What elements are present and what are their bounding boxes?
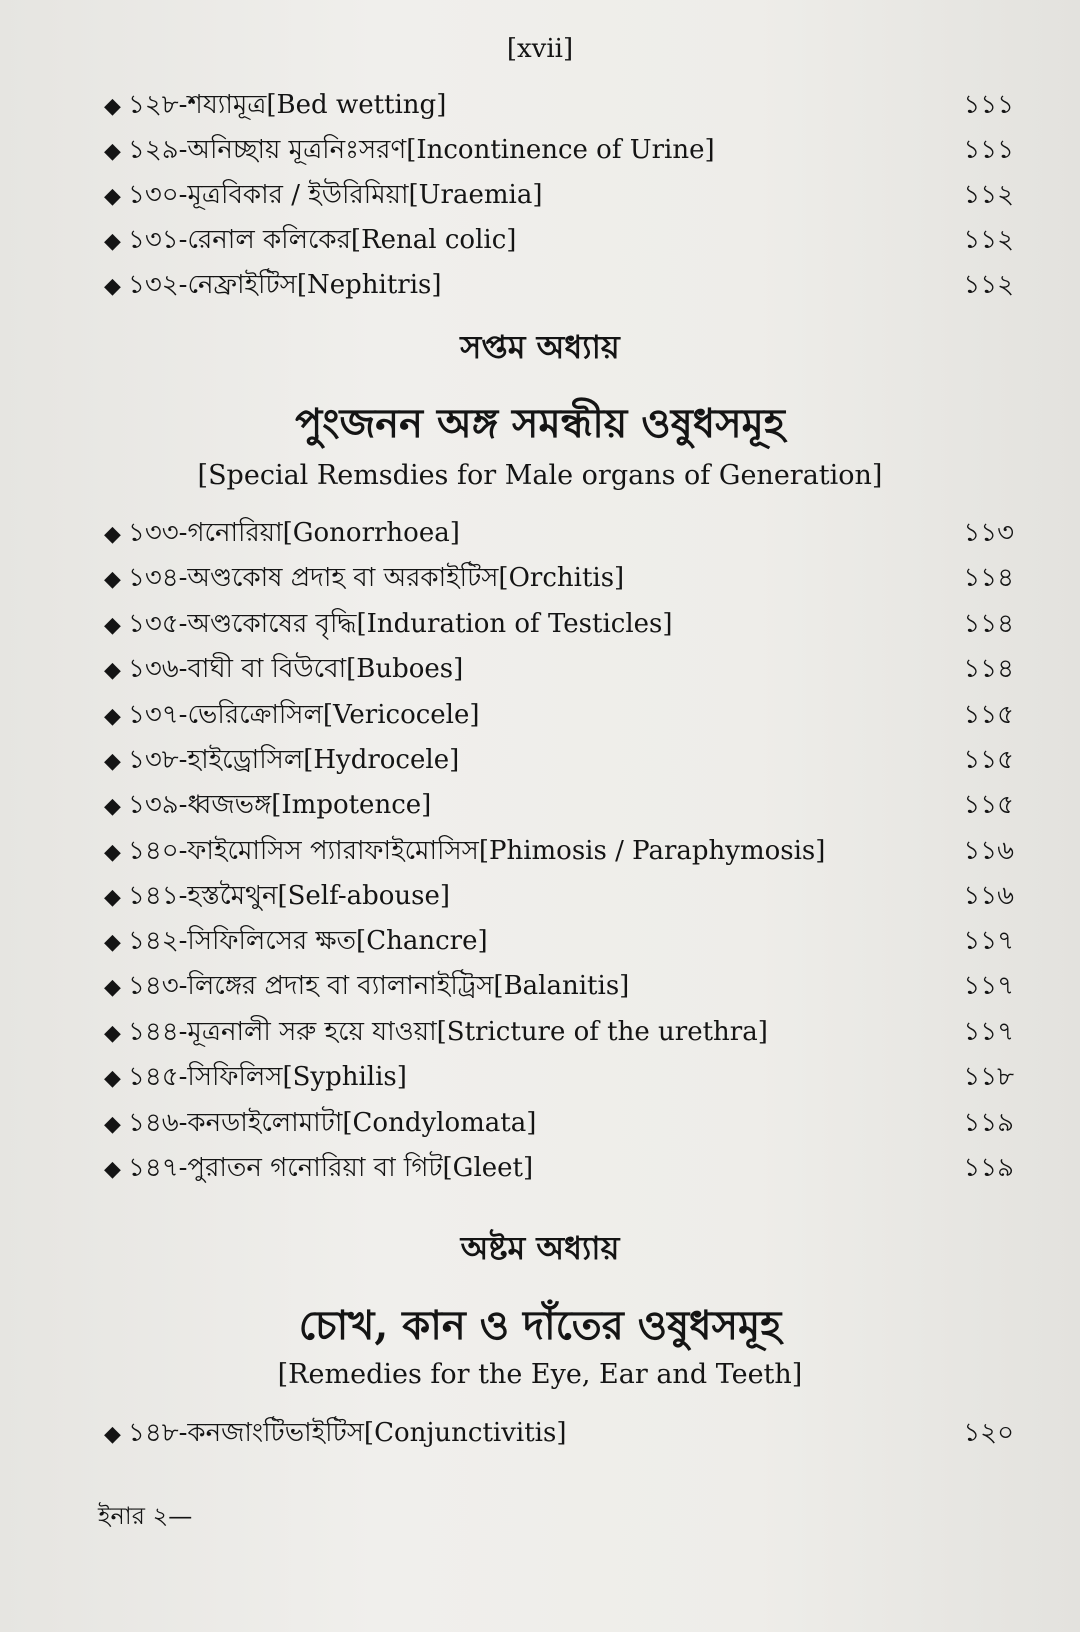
entry-page-number: ১১৩ bbox=[963, 518, 1014, 548]
diamond-bullet-icon: ◆ bbox=[104, 183, 121, 209]
entry-title: ১৩০-মূত্রবিকার / ইউরিমিয়া[Uraemia] bbox=[128, 180, 543, 210]
diamond-bullet-icon: ◆ bbox=[104, 839, 121, 865]
toc-entry bbox=[104, 559, 1014, 599]
diamond-bullet-icon: ◆ bbox=[104, 748, 121, 774]
diamond-bullet-icon: ◆ bbox=[104, 612, 121, 638]
toc-entry bbox=[104, 221, 1014, 261]
entry-title: ১৩২-নেফ্রাইটিস[Nephitris] bbox=[128, 270, 442, 300]
entry-title: ১৪১-হস্তমৈথুন[Self-abouse] bbox=[128, 881, 451, 911]
toc-entry bbox=[104, 786, 1014, 826]
diamond-bullet-icon: ◆ bbox=[104, 138, 121, 164]
diamond-bullet-icon: ◆ bbox=[104, 974, 121, 1000]
entry-page-number: ১১৫ bbox=[963, 700, 1014, 730]
entry-title: ১৩৫-অণ্ডকোষের বৃদ্ধি[Induration of Testicles] bbox=[128, 609, 673, 639]
chapter-title: অষ্টম অধ্যায় bbox=[460, 1229, 620, 1267]
toc-entry bbox=[104, 877, 1014, 917]
toc-entry bbox=[104, 1104, 1014, 1144]
entry-title: ১৩৪-অণ্ডকোষ প্রদাহ বা অরকাইটিস[Orchitis] bbox=[128, 563, 625, 593]
entry-title: ১২৯-অনিচ্ছায় মূত্রনিঃসরণ[Incontinence of Urine] bbox=[128, 135, 715, 165]
diamond-bullet-icon: ◆ bbox=[104, 273, 121, 299]
entry-title: ১৪২-সিফিলিসের ক্ষত[Chancre] bbox=[128, 926, 488, 956]
entry-title: ১৩৯-ধ্বজভঙ্গ[Impotence] bbox=[128, 790, 432, 820]
entry-title: ১৩১-রেনাল কলিকের[Renal colic] bbox=[128, 225, 517, 255]
entry-page-number: ১১১ bbox=[963, 135, 1014, 165]
entry-title: ১৩৭-ভেরিক্রোসিল[Vericocele] bbox=[128, 700, 480, 730]
entry-title: ১৪৮-কনজাংটিভাইটিস[Conjunctivitis] bbox=[128, 1418, 567, 1448]
toc-entry bbox=[104, 266, 1014, 306]
diamond-bullet-icon: ◆ bbox=[104, 566, 121, 592]
entry-page-number: ১১২ bbox=[963, 225, 1014, 255]
toc-entry bbox=[104, 741, 1014, 781]
diamond-bullet-icon: ◆ bbox=[104, 521, 121, 547]
toc-entry bbox=[104, 131, 1014, 171]
chapter-subtitle: [Remedies for the Eye, Ear and Teeth] bbox=[277, 1359, 803, 1390]
entry-title: ১২৮-শয্যামূত্র[Bed wetting] bbox=[128, 90, 447, 120]
entry-page-number: ১১২ bbox=[963, 180, 1014, 210]
entry-title: ১৪৪-মূত্রনালী সরু হয়ে যাওয়া[Stricture of the urethra] bbox=[128, 1017, 768, 1047]
entry-title: ১৪০-ফাইমোসিস প্যারাফাইমোসিস[Phimosis / Paraphymosis] bbox=[128, 836, 826, 866]
diamond-bullet-icon: ◆ bbox=[104, 1156, 121, 1182]
diamond-bullet-icon: ◆ bbox=[104, 657, 121, 683]
entry-page-number: ১২০ bbox=[963, 1418, 1014, 1448]
chapter-heading: চোখ, কান ও দাঁতের ওষুধসমূহ bbox=[298, 1302, 782, 1349]
toc-entry bbox=[104, 650, 1014, 690]
entry-page-number: ১১৭ bbox=[963, 1017, 1014, 1047]
entry-page-number: ১১৯ bbox=[963, 1108, 1014, 1138]
toc-entry bbox=[104, 696, 1014, 736]
entry-page-number: ১১৫ bbox=[963, 745, 1014, 775]
toc-entry bbox=[104, 86, 1014, 126]
entry-title: ১৪৩-লিঙ্গের প্রদাহ বা ব্যালানাইট্রিস[Balanitis] bbox=[128, 971, 630, 1001]
toc-entry bbox=[104, 605, 1014, 645]
diamond-bullet-icon: ◆ bbox=[104, 884, 121, 910]
entry-page-number: ১১৭ bbox=[963, 926, 1014, 956]
chapter-heading: পুংজনন অঙ্গ সমন্ধীয় ওষুধসমূহ bbox=[295, 400, 785, 447]
chapter-subtitle: [Special Remsdies for Male organs of Generation] bbox=[197, 460, 883, 491]
diamond-bullet-icon: ◆ bbox=[104, 1111, 121, 1137]
diamond-bullet-icon: ◆ bbox=[104, 228, 121, 254]
chapter-title: সপ্তম অধ্যায় bbox=[460, 328, 620, 366]
entry-title: ১৩৮-হাইড্রোসিল[Hydrocele] bbox=[128, 745, 460, 775]
page-number: [xvii] bbox=[506, 34, 574, 64]
entry-page-number: ১১৭ bbox=[963, 971, 1014, 1001]
entry-title: ১৪৬-কনডাইলোমাটা[Condylomata] bbox=[128, 1108, 537, 1138]
entry-title: ১৩৩-গনোরিয়া[Gonorrhoea] bbox=[128, 518, 460, 548]
entry-title: ১৪৫-সিফিলিস[Syphilis] bbox=[128, 1062, 407, 1092]
toc-entry bbox=[104, 176, 1014, 216]
entry-page-number: ১১৪ bbox=[963, 563, 1014, 593]
toc-entry bbox=[104, 1013, 1014, 1053]
entry-page-number: ১১৫ bbox=[963, 790, 1014, 820]
page-footer: ইনার ২— bbox=[98, 1502, 193, 1530]
diamond-bullet-icon: ◆ bbox=[104, 1065, 121, 1091]
entry-title: ১৪৭-পুরাতন গনোরিয়া বা গিট[Gleet] bbox=[128, 1153, 534, 1183]
entry-page-number: ১১৪ bbox=[963, 609, 1014, 639]
entry-page-number: ১১১ bbox=[963, 90, 1014, 120]
entry-page-number: ১১৯ bbox=[963, 1153, 1014, 1183]
entry-page-number: ১১২ bbox=[963, 270, 1014, 300]
diamond-bullet-icon: ◆ bbox=[104, 793, 121, 819]
entry-page-number: ১১৮ bbox=[963, 1062, 1014, 1092]
toc-entry bbox=[104, 514, 1014, 554]
toc-entry bbox=[104, 967, 1014, 1007]
toc-entry bbox=[104, 1149, 1014, 1189]
toc-entry bbox=[104, 832, 1014, 872]
toc-entry bbox=[104, 922, 1014, 962]
toc-entry bbox=[104, 1414, 1014, 1454]
entry-title: ১৩৬-বাঘী বা বিউবো[Buboes] bbox=[128, 654, 464, 684]
diamond-bullet-icon: ◆ bbox=[104, 929, 121, 955]
diamond-bullet-icon: ◆ bbox=[104, 1421, 121, 1447]
diamond-bullet-icon: ◆ bbox=[104, 703, 121, 729]
diamond-bullet-icon: ◆ bbox=[104, 1020, 121, 1046]
entry-page-number: ১১৬ bbox=[963, 836, 1014, 866]
toc-entry bbox=[104, 1058, 1014, 1098]
entry-page-number: ১১৬ bbox=[963, 881, 1014, 911]
diamond-bullet-icon: ◆ bbox=[104, 93, 121, 119]
entry-page-number: ১১৪ bbox=[963, 654, 1014, 684]
